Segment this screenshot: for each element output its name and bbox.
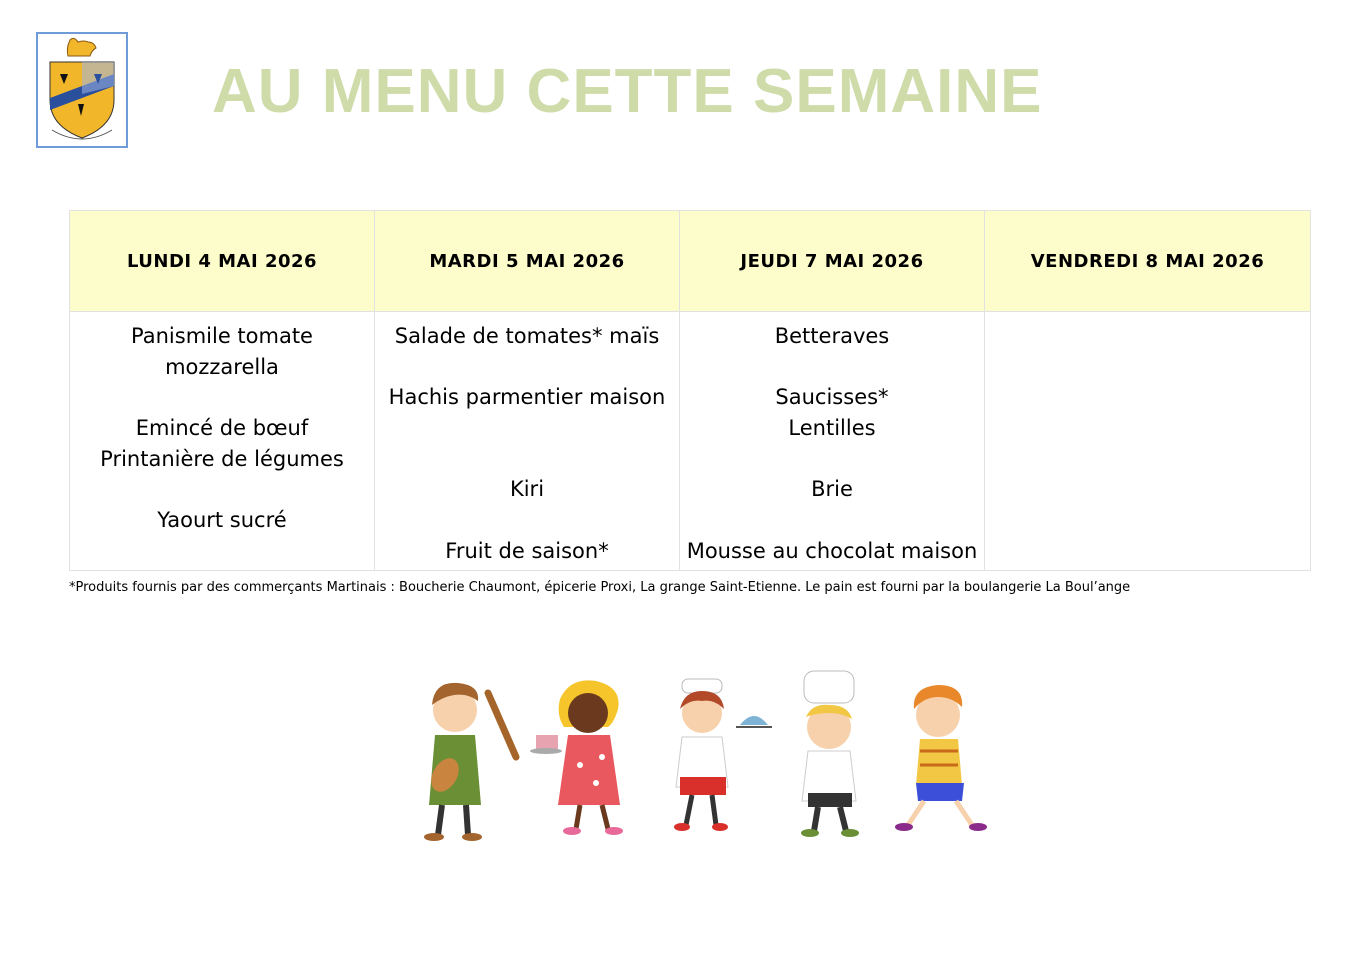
day-cell-monday: [70, 312, 375, 571]
dish-line: Panismile tomate: [131, 324, 313, 348]
weekly-menu-table: [69, 210, 1311, 571]
kid-running-figure: [895, 685, 987, 831]
menu-dishes-row: [70, 312, 1311, 571]
dish-line: Mousse au chocolat maison: [686, 538, 978, 563]
spacer: [680, 444, 984, 475]
spacer: [680, 352, 984, 383]
kid-pastry-figure: [530, 680, 623, 835]
day-header-tuesday: MARDI 5 MAI 2026: [375, 211, 680, 312]
spacer: [375, 352, 679, 383]
day-cell-friday: [985, 312, 1311, 571]
spacer: [680, 505, 984, 536]
menu-header-row: [70, 211, 1311, 312]
dish-line: mozzarella: [165, 354, 279, 379]
dish-line: Hachis parmentier maison: [388, 385, 666, 410]
page-title: AU MENU CETTE SEMAINE: [212, 57, 1043, 126]
spacer: [375, 413, 679, 444]
cartoon-chefs-illustration: [380, 665, 1000, 845]
dish-line: Yaourt sucré: [157, 508, 287, 533]
dish-line: Salade de tomates* maïs: [394, 324, 660, 348]
suppliers-footnote: *Produits fournis par des commerçants Martinais : Boucherie Chaumont, épicerie Proxi, La grange Saint-Etienne. Le pain est fourni par la boulangerie La Boul’ange: [69, 580, 1131, 595]
kid-chef-girl-figure: [674, 679, 772, 831]
spacer: [70, 475, 374, 506]
dish-line: Kiri: [509, 477, 545, 502]
dish-line: Betteraves: [774, 324, 890, 348]
dish-line: Emincé de bœuf: [135, 416, 309, 441]
kid-baker-figure: [424, 683, 516, 841]
spacer: [375, 444, 679, 475]
dish-line: Brie: [811, 477, 853, 502]
dish-line: Fruit de saison*: [445, 538, 609, 563]
day-header-thursday: JEUDI 7 MAI 2026: [680, 211, 985, 312]
day-cell-tuesday: [375, 312, 680, 571]
kid-chef-boy-figure: [801, 671, 859, 837]
dish-line: Lentilles: [788, 416, 876, 441]
day-header-monday: LUNDI 4 MAI 2026: [70, 211, 375, 312]
day-cell-thursday: [680, 312, 985, 571]
day-header-friday: VENDREDI 8 MAI 2026: [985, 211, 1311, 312]
dish-line: Printanière de légumes: [100, 446, 344, 471]
dish-line: Saucisses*: [775, 385, 889, 410]
spacer: [70, 382, 374, 413]
spacer: [375, 505, 679, 536]
